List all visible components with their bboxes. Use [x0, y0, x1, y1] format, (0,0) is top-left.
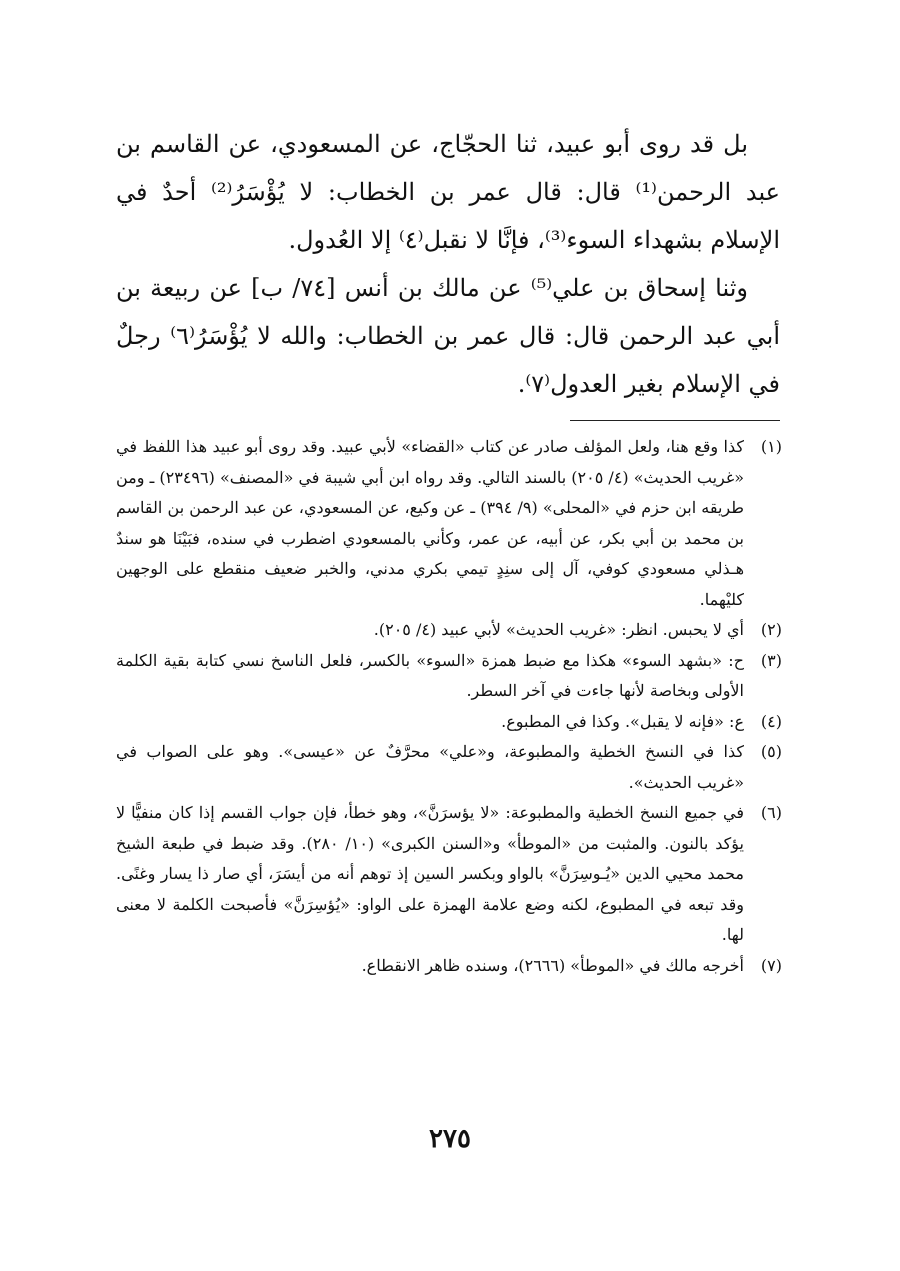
footnote-number: (٣) [760, 650, 782, 670]
footnotes-list [116, 432, 782, 981]
main-text [116, 120, 780, 408]
footnote-number: (١) [760, 437, 782, 456]
footnote-number: (٢) [760, 620, 782, 639]
footnote-1 [116, 432, 782, 615]
footnote-divider [570, 420, 780, 421]
footnote-number: (٦) [760, 803, 782, 822]
footnote-text: ع: «فإنه لا يقبل». وكذا في المطبوع. [501, 711, 744, 731]
footnote-text: كذا في النسخ الخطية والمطبوعة، و«علي» محرَّفٌ عن «عيسى». وهو على الصواب في «غريب الحديث». [116, 742, 744, 792]
body-paragraph-1: بل قد روى أبو عبيد، ثنا الحجّاج، عن المسعودي، عن القاسم بن عبد الرحمن⁽¹⁾ قال: قال عمر بن الخطاب: لا يُؤْسَرُ⁽²⁾ أحدٌ في الإسلام بشهداء السوء⁽³⁾، فإنَّا لا نقبل⁽٤⁾ إلا العُدول. [116, 130, 781, 254]
body-paragraph-2: وثنا إسحاق بن علي⁽⁵⁾ عن مالك بن أنس [٧٤/ ب] عن ربيعة بن أبي عبد الرحمن قال: قال عمر بن الخطاب: والله لا يُؤْسَرُ⁽٦⁾ رجلٌ في الإسلام بغير العدول⁽٧⁾. [116, 274, 780, 398]
footnote-number: (٥) [760, 742, 782, 761]
footnote-text: ح: «بشهد السوء» هكذا مع ضبط همزة «السوء» بالكسر، فلعل الناسخ نسي كتابة بقية الكلمة الأولى وبخاصة لأنها جاءت في آخر السطر. [116, 650, 744, 700]
footnote-number: (٧) [760, 955, 782, 975]
footnote-number: (٤) [760, 711, 782, 731]
page-number: ٢٧٥ [429, 1124, 471, 1154]
footnote-text: أي لا يحبس. انظر: «غريب الحديث» لأبي عبيد (٤/ ٢٠٥). [373, 620, 744, 639]
footnote-5 [116, 737, 782, 798]
footnote-4 [116, 707, 782, 738]
footnote-text: في جميع النسخ الخطية والمطبوعة: «لا يؤسرَنَّ»، وهو خطأ، فإن جواب القسم إذا كان منفيًّا لا يؤكد بالنون. والمثبت من «الموطأ» و«السنن الكبرى» (١٠/ ٢٨٠). وقد ضبط في طبعة الشيخ محمد محيي الدين «يُـوسِرَنَّ» بالواو وبكسر السين إذ توهم أنه من أيسَرَ، أي صار ذا يسار وغنًى. وقد تبعه في المطبوع، لكنه وضع علامة الهمزة على الواو: «يُؤسِرَنَّ» فأصبحت الكلمة لا معنى لها. [116, 803, 745, 944]
footnote-2 [116, 615, 782, 646]
footnote-6 [116, 798, 782, 951]
footnote-7 [116, 951, 782, 982]
footnote-3 [116, 646, 782, 707]
footnote-text: كذا وقع هنا، ولعل المؤلف صادر عن كتاب «القضاء» لأبي عبيد. وقد روى أبو عبيد هذا اللفظ في «غريب الحديث» (٤/ ٢٠٥) بالسند التالي. وقد رواه ابن أبي شيبة في «المصنف» (٢٣٤٩٦) ـ ومن طريقه ابن حزم في «المحلى» (٩/ ٣٩٤) ـ عن وكيع، عن المسعودي، عن عبد الرحمن بن القاسم بن محمد بن أبي بكر، عن أبيه، عن عمر، وكأني بالمسعودي اضطرب في سنده، فبَيْنَا هو سندٌ هـذلي مسعودي كوفي، آل إلى سنِدٍ تيمي بكري مدني، والخبر ضعيف منقطع على الوجهين كليْهما. [116, 437, 745, 609]
footnote-text: أخرجه مالك في «الموطأ» (٢٦٦٦)، وسنده ظاهر الانقطاع. [361, 955, 744, 975]
